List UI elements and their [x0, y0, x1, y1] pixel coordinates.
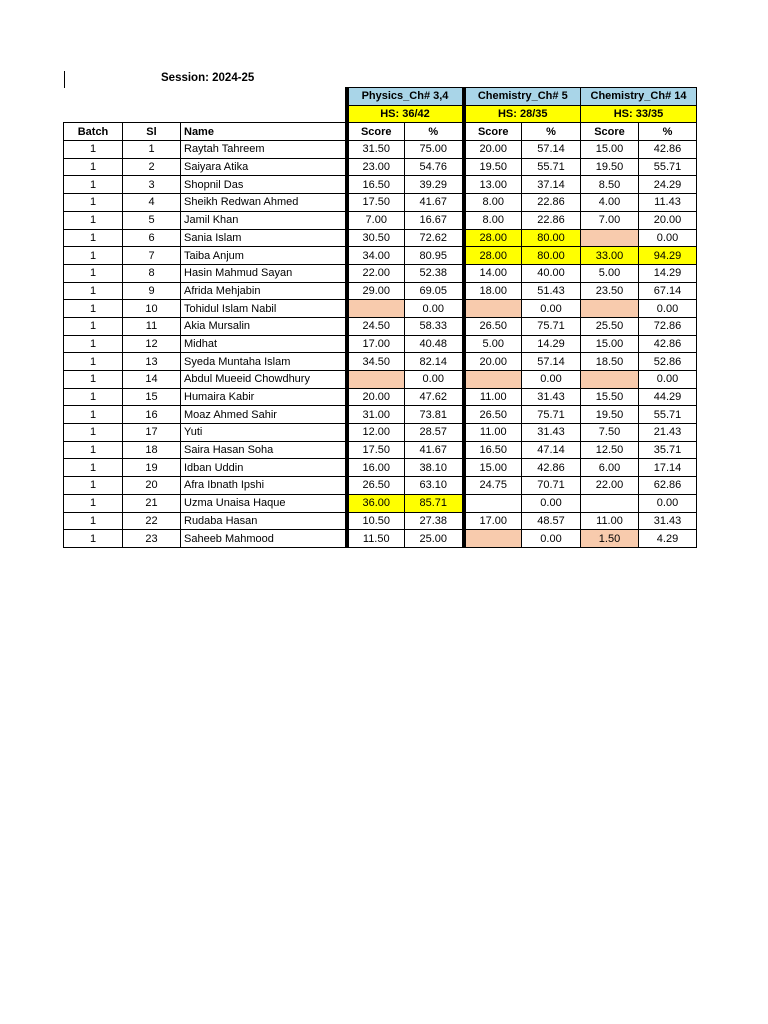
cell-chem14-score[interactable]: 18.50 [581, 353, 639, 371]
cell-chem5-score[interactable]: 17.00 [464, 512, 522, 530]
cell-chem5-percent[interactable]: 57.14 [522, 353, 581, 371]
cell-chem14-score[interactable]: 33.00 [581, 247, 639, 265]
cell-physics-score[interactable]: 22.00 [347, 264, 405, 282]
cell-physics-score[interactable]: 34.50 [347, 353, 405, 371]
cell-name[interactable]: Midhat [181, 335, 347, 353]
cell-batch[interactable]: 1 [64, 211, 123, 229]
cell-chem14-percent[interactable]: 31.43 [639, 512, 697, 530]
cell-physics-score[interactable]: 16.00 [347, 459, 405, 477]
table-row [64, 424, 697, 442]
cell-sl[interactable]: 11 [123, 317, 181, 335]
cell-batch[interactable]: 1 [64, 282, 123, 300]
table-row [64, 317, 697, 335]
cell-chem14-score[interactable]: 25.50 [581, 317, 639, 335]
score-table [63, 87, 697, 548]
cell-chem5-score[interactable]: 8.00 [464, 194, 522, 212]
cell-physics-percent[interactable]: 80.95 [405, 247, 464, 265]
table-row [64, 264, 697, 282]
cell-chem14-score[interactable] [581, 371, 639, 389]
hs-chemistry-14[interactable]: HS: 33/35 [581, 105, 697, 123]
cell-name[interactable]: Shopnil Das [181, 176, 347, 194]
cell-physics-score[interactable]: 26.50 [347, 477, 405, 495]
cell-chem14-percent[interactable]: 42.86 [639, 141, 697, 159]
cell-chem14-score[interactable]: 8.50 [581, 176, 639, 194]
cell-chem5-score[interactable]: 19.50 [464, 158, 522, 176]
cell-chem5-percent[interactable]: 22.86 [522, 211, 581, 229]
cell-physics-percent[interactable]: 72.62 [405, 229, 464, 247]
cell-chem14-score[interactable]: 11.00 [581, 512, 639, 530]
cell-chem14-percent[interactable]: 72.86 [639, 317, 697, 335]
cell-sl[interactable]: 12 [123, 335, 181, 353]
hs-chemistry-5[interactable]: HS: 28/35 [464, 105, 581, 123]
cell-chem14-score[interactable]: 12.50 [581, 441, 639, 459]
cell-name[interactable]: Idban Uddin [181, 459, 347, 477]
cell-batch[interactable]: 1 [64, 530, 123, 548]
cell-chem14-percent[interactable]: 0.00 [639, 371, 697, 389]
cell-physics-percent[interactable]: 39.29 [405, 176, 464, 194]
cell-chem5-score[interactable] [464, 494, 522, 512]
table-row [64, 353, 697, 371]
table-row [64, 176, 697, 194]
cell-chem5-score[interactable]: 11.00 [464, 424, 522, 442]
cell-physics-percent[interactable]: 85.71 [405, 494, 464, 512]
table-row [64, 211, 697, 229]
cell-chem5-score[interactable]: 8.00 [464, 211, 522, 229]
cell-chem5-percent[interactable]: 0.00 [522, 494, 581, 512]
table-row [64, 459, 697, 477]
cell-physics-percent[interactable]: 38.10 [405, 459, 464, 477]
cell-sl[interactable]: 20 [123, 477, 181, 495]
cell-name[interactable]: Raytah Tahreem [181, 141, 347, 159]
cell-sl[interactable]: 10 [123, 300, 181, 318]
cell-batch[interactable]: 1 [64, 424, 123, 442]
cell-sl[interactable]: 17 [123, 424, 181, 442]
table-row [64, 335, 697, 353]
cell-physics-percent[interactable]: 40.48 [405, 335, 464, 353]
cell-physics-score[interactable]: 24.50 [347, 317, 405, 335]
cell-name[interactable]: Taiba Anjum [181, 247, 347, 265]
cell-sl[interactable]: 21 [123, 494, 181, 512]
cell-sl[interactable]: 6 [123, 229, 181, 247]
cell-chem14-percent[interactable]: 62.86 [639, 477, 697, 495]
cell-physics-score[interactable]: 17.50 [347, 194, 405, 212]
cell-chem14-score[interactable]: 7.00 [581, 211, 639, 229]
cell-chem5-percent[interactable]: 14.29 [522, 335, 581, 353]
cell-physics-percent[interactable]: 63.10 [405, 477, 464, 495]
cell-chem5-score[interactable]: 20.00 [464, 353, 522, 371]
cell-sl[interactable]: 13 [123, 353, 181, 371]
cell-chem14-score[interactable]: 15.50 [581, 388, 639, 406]
cell-physics-percent[interactable]: 82.14 [405, 353, 464, 371]
cell-sl[interactable]: 5 [123, 211, 181, 229]
cell-batch[interactable]: 1 [64, 388, 123, 406]
cell-sl[interactable]: 23 [123, 530, 181, 548]
cell-chem5-score[interactable]: 5.00 [464, 335, 522, 353]
table-row [64, 371, 697, 389]
cell-chem14-score[interactable]: 6.00 [581, 459, 639, 477]
cell-chem14-percent[interactable]: 4.29 [639, 530, 697, 548]
cell-sl[interactable]: 2 [123, 158, 181, 176]
col-header-chem14-score[interactable]: Score [581, 123, 639, 141]
col-header-physics-score[interactable]: Score [347, 123, 405, 141]
cell-sl[interactable]: 22 [123, 512, 181, 530]
col-header-chem14-percent[interactable]: % [639, 123, 697, 141]
cell-name[interactable]: Tohidul Islam Nabil [181, 300, 347, 318]
col-header-batch[interactable]: Batch [64, 123, 123, 141]
cell-batch[interactable]: 1 [64, 459, 123, 477]
table-row [64, 194, 697, 212]
cell-name[interactable]: Sania Islam [181, 229, 347, 247]
cell-chem14-percent[interactable]: 21.43 [639, 424, 697, 442]
cell-name[interactable]: Saiyara Atika [181, 158, 347, 176]
cell-chem5-percent[interactable]: 0.00 [522, 371, 581, 389]
cell-chem5-score[interactable] [464, 530, 522, 548]
cell-sl[interactable]: 14 [123, 371, 181, 389]
table-row [64, 477, 697, 495]
cell-chem5-percent[interactable]: 80.00 [522, 247, 581, 265]
table-row [64, 406, 697, 424]
table-row [64, 494, 697, 512]
group-title-chemistry-14[interactable]: Chemistry_Ch# 14 [581, 88, 697, 106]
cell-physics-percent[interactable]: 58.33 [405, 317, 464, 335]
cell-chem5-score[interactable]: 15.00 [464, 459, 522, 477]
cell-name[interactable]: Moaz Ahmed Sahir [181, 406, 347, 424]
cell-chem5-score[interactable] [464, 300, 522, 318]
cell-chem14-percent[interactable]: 55.71 [639, 406, 697, 424]
cell-sl[interactable]: 9 [123, 282, 181, 300]
cell-chem14-percent[interactable]: 17.14 [639, 459, 697, 477]
table-row [64, 512, 697, 530]
cell-chem14-score[interactable]: 4.00 [581, 194, 639, 212]
cell-name[interactable]: Saheeb Mahmood [181, 530, 347, 548]
cell-batch[interactable]: 1 [64, 353, 123, 371]
cell-name[interactable]: Yuti [181, 424, 347, 442]
cell-sl[interactable]: 4 [123, 194, 181, 212]
cell-chem5-percent[interactable]: 0.00 [522, 530, 581, 548]
cell-chem5-score[interactable]: 13.00 [464, 176, 522, 194]
cell-physics-score[interactable]: 36.00 [347, 494, 405, 512]
cell-chem5-score[interactable]: 26.50 [464, 406, 522, 424]
table-row [64, 247, 697, 265]
cell-chem5-percent[interactable]: 31.43 [522, 424, 581, 442]
cell-chem5-score[interactable]: 28.00 [464, 229, 522, 247]
cell-name[interactable]: Akia Mursalin [181, 317, 347, 335]
group-title-row [64, 88, 697, 106]
highest-score-row [64, 105, 697, 123]
cell-physics-score[interactable]: 17.50 [347, 441, 405, 459]
cell-chem14-percent[interactable]: 24.29 [639, 176, 697, 194]
cell-chem14-percent[interactable]: 94.29 [639, 247, 697, 265]
cell-batch[interactable]: 1 [64, 441, 123, 459]
cell-name[interactable]: Syeda Muntaha Islam [181, 353, 347, 371]
cell-physics-score[interactable]: 16.50 [347, 176, 405, 194]
cell-chem14-score[interactable]: 1.50 [581, 530, 639, 548]
text-cursor [64, 71, 65, 88]
cell-chem5-score[interactable]: 14.00 [464, 264, 522, 282]
cell-chem14-percent[interactable]: 0.00 [639, 300, 697, 318]
cell-chem14-score[interactable]: 19.50 [581, 158, 639, 176]
cell-sl[interactable]: 15 [123, 388, 181, 406]
cell-physics-percent[interactable]: 73.81 [405, 406, 464, 424]
cell-batch[interactable]: 1 [64, 247, 123, 265]
cell-physics-percent[interactable]: 16.67 [405, 211, 464, 229]
cell-physics-percent[interactable]: 52.38 [405, 264, 464, 282]
cell-sl[interactable]: 1 [123, 141, 181, 159]
cell-sl[interactable]: 7 [123, 247, 181, 265]
cell-physics-score[interactable]: 34.00 [347, 247, 405, 265]
cell-chem14-score[interactable]: 15.00 [581, 335, 639, 353]
cell-name[interactable]: Hasin Mahmud Sayan [181, 264, 347, 282]
cell-chem5-percent[interactable]: 57.14 [522, 141, 581, 159]
cell-batch[interactable]: 1 [64, 194, 123, 212]
cell-sl[interactable]: 3 [123, 176, 181, 194]
cell-batch[interactable]: 1 [64, 300, 123, 318]
cell-chem5-score[interactable]: 16.50 [464, 441, 522, 459]
cell-physics-percent[interactable]: 41.67 [405, 441, 464, 459]
cell-chem5-percent[interactable]: 42.86 [522, 459, 581, 477]
cell-physics-percent[interactable]: 47.62 [405, 388, 464, 406]
cell-chem14-score[interactable]: 22.00 [581, 477, 639, 495]
cell-batch[interactable]: 1 [64, 229, 123, 247]
cell-physics-score[interactable]: 30.50 [347, 229, 405, 247]
cell-batch[interactable]: 1 [64, 512, 123, 530]
cell-chem14-percent[interactable]: 52.86 [639, 353, 697, 371]
cell-chem14-percent[interactable]: 20.00 [639, 211, 697, 229]
table-row [64, 282, 697, 300]
cell-physics-percent[interactable]: 28.57 [405, 424, 464, 442]
cell-physics-score[interactable]: 17.00 [347, 335, 405, 353]
cell-physics-percent[interactable]: 0.00 [405, 300, 464, 318]
cell-chem5-score[interactable] [464, 371, 522, 389]
cell-batch[interactable]: 1 [64, 176, 123, 194]
cell-chem5-percent[interactable]: 51.43 [522, 282, 581, 300]
cell-sl[interactable]: 19 [123, 459, 181, 477]
cell-name[interactable]: Afrida Mehjabin [181, 282, 347, 300]
cell-name[interactable]: Abdul Mueeid Chowdhury [181, 371, 347, 389]
cell-batch[interactable]: 1 [64, 141, 123, 159]
cell-physics-score[interactable]: 11.50 [347, 530, 405, 548]
cell-physics-score[interactable]: 23.00 [347, 158, 405, 176]
cell-batch[interactable]: 1 [64, 317, 123, 335]
col-header-sl[interactable]: Sl [123, 123, 181, 141]
hs-physics[interactable]: HS: 36/42 [347, 105, 464, 123]
group-title-physics[interactable]: Physics_Ch# 3,4 [347, 88, 464, 106]
cell-name[interactable]: Humaira Kabir [181, 388, 347, 406]
cell-sl[interactable]: 16 [123, 406, 181, 424]
cell-chem5-score[interactable]: 26.50 [464, 317, 522, 335]
cell-chem14-score[interactable]: 7.50 [581, 424, 639, 442]
cell-chem14-percent[interactable]: 14.29 [639, 264, 697, 282]
cell-physics-score[interactable]: 29.00 [347, 282, 405, 300]
cell-chem14-percent[interactable]: 44.29 [639, 388, 697, 406]
table-row [64, 229, 697, 247]
table-row [64, 141, 697, 159]
column-header-row [64, 123, 697, 141]
cell-chem14-percent[interactable]: 0.00 [639, 229, 697, 247]
cell-chem5-score[interactable]: 11.00 [464, 388, 522, 406]
cell-chem5-percent[interactable]: 75.71 [522, 406, 581, 424]
cell-batch[interactable]: 1 [64, 477, 123, 495]
cell-sl[interactable]: 8 [123, 264, 181, 282]
cell-chem14-score[interactable] [581, 229, 639, 247]
table-row [64, 388, 697, 406]
cell-chem5-percent[interactable]: 0.00 [522, 300, 581, 318]
cell-chem14-percent[interactable]: 0.00 [639, 494, 697, 512]
cell-batch[interactable]: 1 [64, 406, 123, 424]
cell-name[interactable]: Rudaba Hasan [181, 512, 347, 530]
cell-physics-score[interactable]: 12.00 [347, 424, 405, 442]
cell-chem14-score[interactable]: 23.50 [581, 282, 639, 300]
cell-chem5-percent[interactable]: 75.71 [522, 317, 581, 335]
cell-physics-percent[interactable]: 75.00 [405, 141, 464, 159]
col-header-chem5-score[interactable]: Score [464, 123, 522, 141]
cell-chem5-percent[interactable]: 48.57 [522, 512, 581, 530]
cell-physics-score[interactable] [347, 371, 405, 389]
cell-chem14-score[interactable] [581, 494, 639, 512]
cell-chem5-percent[interactable]: 31.43 [522, 388, 581, 406]
cell-physics-percent[interactable]: 41.67 [405, 194, 464, 212]
session-label: Session: 2024-25 [161, 72, 255, 84]
cell-chem5-percent[interactable]: 22.86 [522, 194, 581, 212]
cell-name[interactable]: Uzma Unaisa Haque [181, 494, 347, 512]
table-row [64, 441, 697, 459]
cell-chem5-percent[interactable]: 70.71 [522, 477, 581, 495]
cell-batch[interactable]: 1 [64, 494, 123, 512]
cell-chem5-score[interactable]: 18.00 [464, 282, 522, 300]
cell-name[interactable]: Sheikh Redwan Ahmed [181, 194, 347, 212]
cell-name[interactable]: Jamil Khan [181, 211, 347, 229]
cell-physics-percent[interactable]: 25.00 [405, 530, 464, 548]
cell-physics-percent[interactable]: 54.76 [405, 158, 464, 176]
cell-chem5-percent[interactable]: 47.14 [522, 441, 581, 459]
cell-chem14-score[interactable] [581, 300, 639, 318]
table-row [64, 300, 697, 318]
cell-name[interactable]: Afra Ibnath Ipshi [181, 477, 347, 495]
cell-physics-score[interactable] [347, 300, 405, 318]
cell-name[interactable]: Saira Hasan Soha [181, 441, 347, 459]
cell-chem5-score[interactable]: 28.00 [464, 247, 522, 265]
cell-chem14-score[interactable]: 5.00 [581, 264, 639, 282]
cell-physics-percent[interactable]: 69.05 [405, 282, 464, 300]
cell-chem14-score[interactable]: 19.50 [581, 406, 639, 424]
table-row [64, 158, 697, 176]
col-header-chem5-percent[interactable]: % [522, 123, 581, 141]
col-header-name[interactable]: Name [181, 123, 347, 141]
cell-physics-percent[interactable]: 27.38 [405, 512, 464, 530]
cell-chem5-percent[interactable]: 37.14 [522, 176, 581, 194]
table-row [64, 530, 697, 548]
cell-chem5-score[interactable]: 24.75 [464, 477, 522, 495]
cell-physics-score[interactable]: 31.50 [347, 141, 405, 159]
cell-sl[interactable]: 18 [123, 441, 181, 459]
cell-batch[interactable]: 1 [64, 264, 123, 282]
cell-chem14-percent[interactable]: 55.71 [639, 158, 697, 176]
cell-batch[interactable]: 1 [64, 158, 123, 176]
cell-physics-percent[interactable]: 0.00 [405, 371, 464, 389]
cell-batch[interactable]: 1 [64, 371, 123, 389]
cell-chem14-score[interactable]: 15.00 [581, 141, 639, 159]
group-title-chemistry-5[interactable]: Chemistry_Ch# 5 [464, 88, 581, 106]
cell-chem5-percent[interactable]: 80.00 [522, 229, 581, 247]
col-header-physics-percent[interactable]: % [405, 123, 464, 141]
cell-physics-score[interactable]: 20.00 [347, 388, 405, 406]
cell-chem14-percent[interactable]: 67.14 [639, 282, 697, 300]
cell-chem5-score[interactable]: 20.00 [464, 141, 522, 159]
cell-physics-score[interactable]: 7.00 [347, 211, 405, 229]
cell-physics-score[interactable]: 31.00 [347, 406, 405, 424]
cell-chem14-percent[interactable]: 11.43 [639, 194, 697, 212]
cell-chem5-percent[interactable]: 55.71 [522, 158, 581, 176]
cell-chem14-percent[interactable]: 42.86 [639, 335, 697, 353]
cell-batch[interactable]: 1 [64, 335, 123, 353]
cell-chem5-percent[interactable]: 40.00 [522, 264, 581, 282]
cell-chem14-percent[interactable]: 35.71 [639, 441, 697, 459]
cell-physics-score[interactable]: 10.50 [347, 512, 405, 530]
